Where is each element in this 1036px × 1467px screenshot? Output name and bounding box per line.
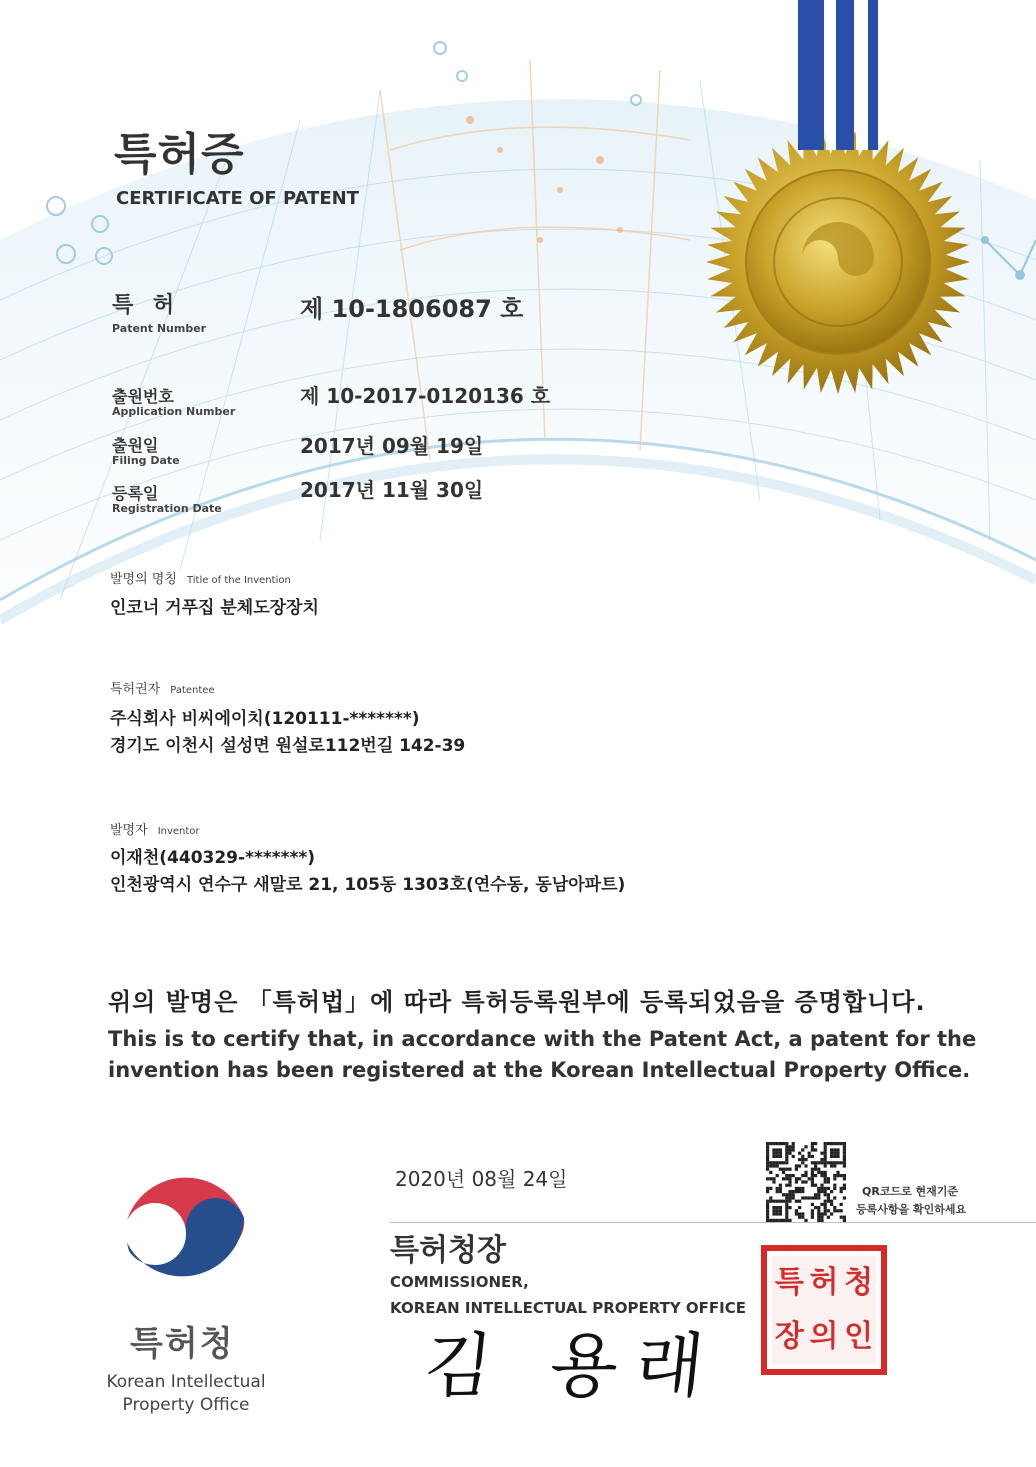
commissioner-title-en-2: KOREAN INTELLECTUAL PROPERTY OFFICE <box>390 1299 747 1317</box>
inventor-label-en: Inventor <box>157 826 200 837</box>
certificate-title: 특허증 <box>114 129 245 180</box>
seal-char: 특 <box>774 1265 804 1300</box>
qr-note-2: 등록사항을 확인하세요 <box>856 1203 967 1216</box>
inventor-label: 발명자 <box>110 823 148 838</box>
commissioner-title: 특허청장 <box>390 1233 506 1268</box>
registration-date-label-en: Registration Date <box>112 502 222 515</box>
invention-label: 발명의 명칭 <box>110 572 177 587</box>
patentee-name: 주식회사 비씨에이치(120111-*******) <box>110 709 420 729</box>
patentee-label: 특허권자 <box>110 682 161 697</box>
patent-number-value: 제 10-1806087 호 <box>300 295 524 323</box>
registration-date-label: 등록일 <box>112 484 159 503</box>
invention-label-en: Title of the Invention <box>186 575 291 586</box>
patent-number-label: 특 허 <box>112 293 181 318</box>
certificate-title-en: CERTIFICATE OF PATENT <box>116 188 359 209</box>
official-seal <box>772 1256 876 1364</box>
inventor-address: 인천광역시 연수구 새말로 21, 105동 1303호(연수동, 동남아파트) <box>110 875 626 895</box>
patentee-heading <box>110 678 215 697</box>
seal-char: 허 <box>809 1265 839 1300</box>
patent-number-label-en: Patent Number <box>112 322 207 335</box>
application-number-label: 출원번호 <box>112 387 174 406</box>
filing-date-label-en: Filing Date <box>112 454 180 467</box>
issue-date: 2020년 08월 24일 <box>395 1167 568 1191</box>
inventor-heading <box>110 819 200 838</box>
office-name-en-1: Korean Intellectual <box>106 1372 266 1392</box>
qr-code[interactable] <box>766 1142 846 1222</box>
filing-date-value: 2017년 09월 19일 <box>300 434 484 458</box>
office-name-en-2: Property Office <box>122 1395 250 1415</box>
divider-line <box>390 1222 1036 1223</box>
patentee-address: 경기도 이천시 설성면 원설로112번길 142-39 <box>110 736 466 756</box>
certification-statement-ko: 위의 발명은 「특허법」에 따라 특허등록원부에 등록되었음을 증명합니다. <box>108 988 926 1016</box>
invention-title: 인코너 거푸집 분체도장장치 <box>110 598 319 618</box>
inventor-name: 이재천(440329-*******) <box>110 848 316 868</box>
seal-char: 의 <box>809 1319 839 1354</box>
certification-statement-en-2: invention has been registered at the Korean Intellectual Property Office. <box>108 1058 971 1082</box>
patentee-label-en: Patentee <box>170 685 215 696</box>
seal-char: 인 <box>844 1319 874 1354</box>
commissioner-signature: 김 용래 <box>420 1325 726 1407</box>
registration-date-value: 2017년 11월 30일 <box>300 478 484 502</box>
filing-date-label: 출원일 <box>112 436 159 455</box>
commissioner-title-en-1: COMMISSIONER, <box>390 1273 529 1291</box>
seal-char: 장 <box>774 1319 804 1354</box>
application-number-label-en: Application Number <box>112 405 236 418</box>
seal-char: 청 <box>844 1265 874 1300</box>
qr-note-1: QR코드로 현재기준 <box>862 1185 959 1198</box>
invention-heading <box>110 568 291 587</box>
office-name-ko: 특허청 <box>130 1324 235 1364</box>
application-number-value: 제 10-2017-0120136 호 <box>300 384 551 408</box>
certification-statement-en-1: This is to certify that, in accordance with the Patent Act, a patent for the <box>108 1027 977 1051</box>
